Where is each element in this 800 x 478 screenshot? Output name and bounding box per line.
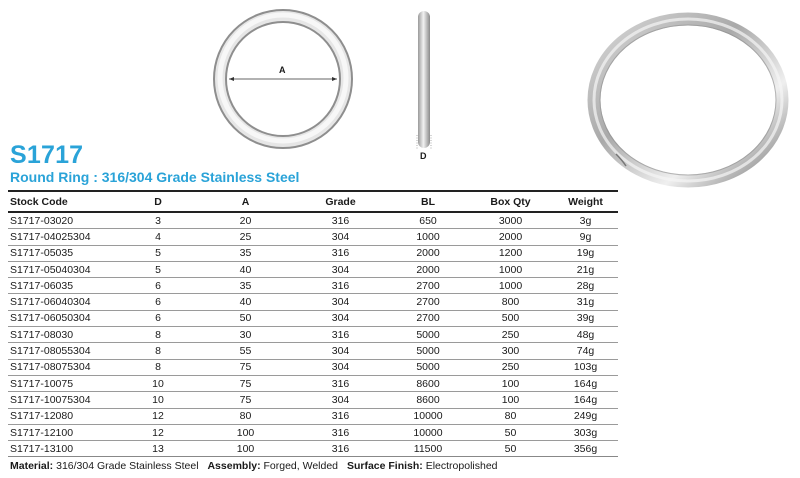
- ring-photo-icon: [586, 12, 790, 192]
- table-row: [8, 359, 618, 375]
- cell-box-qty: 800: [468, 294, 553, 310]
- table-row: [8, 327, 618, 343]
- material-value: 316/304 Grade Stainless Steel: [53, 460, 199, 472]
- cell-a: 75: [198, 392, 293, 408]
- cell-weight: 74g: [553, 343, 618, 359]
- cell-d: 5: [118, 245, 198, 261]
- table-row: [8, 278, 618, 294]
- cell-a: 40: [198, 261, 293, 277]
- product-subtitle: Round Ring : 316/304 Grade Stainless Steel: [10, 169, 300, 185]
- table-row: [8, 441, 618, 457]
- cell-weight: 19g: [553, 245, 618, 261]
- cell-d: 8: [118, 343, 198, 359]
- cell-stock-code: S1717-05040304: [8, 261, 118, 277]
- cell-grade: 304: [293, 310, 388, 326]
- assembly-value: Forged, Welded: [260, 460, 339, 472]
- cell-d: 12: [118, 424, 198, 440]
- product-code-title: S1717: [10, 141, 84, 169]
- cell-a: 35: [198, 278, 293, 294]
- cell-bl: 8600: [388, 392, 468, 408]
- cell-box-qty: 500: [468, 310, 553, 326]
- cell-d: 13: [118, 441, 198, 457]
- cell-d: 4: [118, 229, 198, 245]
- cell-box-qty: 100: [468, 392, 553, 408]
- cell-d: 6: [118, 278, 198, 294]
- cell-stock-code: S1717-04025304: [8, 229, 118, 245]
- cell-weight: 21g: [553, 261, 618, 277]
- column-header-box-qty: Box Qty: [490, 195, 531, 208]
- cell-bl: 5000: [388, 359, 468, 375]
- product-photo: [586, 12, 790, 192]
- cell-a: 80: [198, 408, 293, 424]
- table-row: [8, 245, 618, 261]
- cell-stock-code: S1717-03020: [8, 212, 118, 229]
- cell-bl: 2700: [388, 310, 468, 326]
- cell-weight: 103g: [553, 359, 618, 375]
- column-header-bl: BL: [421, 195, 435, 208]
- cell-a: 100: [198, 441, 293, 457]
- cell-grade: 316: [293, 375, 388, 391]
- surface-finish-spec: [347, 460, 498, 472]
- surface-finish-label: Surface Finish:: [346, 460, 423, 472]
- cell-stock-code: S1717-08075304: [8, 359, 118, 375]
- cell-box-qty: 50: [468, 441, 553, 457]
- cell-stock-code: S1717-10075: [8, 375, 118, 391]
- cell-a: 40: [198, 294, 293, 310]
- ring-side-diagram: [414, 10, 434, 162]
- table-header-row: [8, 191, 618, 212]
- cell-bl: 1000: [388, 229, 468, 245]
- ring-front-diagram: [212, 8, 354, 150]
- column-header-grade: Grade: [325, 195, 356, 208]
- table-row: [8, 408, 618, 424]
- column-header-weight: Weight: [568, 195, 603, 208]
- table-row: [8, 392, 618, 408]
- cell-a: 75: [198, 375, 293, 391]
- cell-box-qty: 3000: [468, 212, 553, 229]
- cell-weight: 249g: [553, 408, 618, 424]
- cell-a: 55: [198, 343, 293, 359]
- cell-weight: 303g: [553, 424, 618, 440]
- cell-stock-code: S1717-06035: [8, 278, 118, 294]
- cell-grade: 316: [293, 278, 388, 294]
- column-header-a: A: [241, 195, 250, 208]
- cell-weight: 28g: [553, 278, 618, 294]
- cell-stock-code: S1717-12100: [8, 424, 118, 440]
- assembly-spec: [207, 460, 338, 472]
- cell-box-qty: 50: [468, 424, 553, 440]
- cell-box-qty: 250: [468, 359, 553, 375]
- cell-bl: 10000: [388, 408, 468, 424]
- cell-a: 50: [198, 310, 293, 326]
- cell-stock-code: S1717-10075304: [8, 392, 118, 408]
- dimension-d-label: D: [420, 151, 427, 161]
- cell-d: 5: [118, 261, 198, 277]
- table-row: [8, 294, 618, 310]
- cell-bl: 2000: [388, 261, 468, 277]
- cell-d: 12: [118, 408, 198, 424]
- cell-grade: 304: [293, 359, 388, 375]
- material-spec: [10, 460, 199, 472]
- cell-grade: 316: [293, 408, 388, 424]
- cell-box-qty: 2000: [468, 229, 553, 245]
- cell-box-qty: 1000: [468, 278, 553, 294]
- cell-a: 35: [198, 245, 293, 261]
- cell-bl: 650: [388, 212, 468, 229]
- cell-bl: 5000: [388, 327, 468, 343]
- cell-weight: 48g: [553, 327, 618, 343]
- table-row: [8, 424, 618, 440]
- cell-box-qty: 300: [468, 343, 553, 359]
- cell-a: 25: [198, 229, 293, 245]
- ring-front-icon: [212, 8, 354, 150]
- cell-grade: 316: [293, 212, 388, 229]
- cell-a: 75: [198, 359, 293, 375]
- surface-finish-value: Electropolished: [422, 460, 498, 472]
- cell-weight: 164g: [553, 392, 618, 408]
- cell-d: 8: [118, 359, 198, 375]
- cell-grade: 304: [293, 261, 388, 277]
- cell-stock-code: S1717-08055304: [8, 343, 118, 359]
- cell-bl: 8600: [388, 375, 468, 391]
- cell-d: 6: [118, 310, 198, 326]
- cell-stock-code: S1717-05035: [8, 245, 118, 261]
- column-header-stock-code: Stock Code: [10, 195, 68, 208]
- cell-a: 100: [198, 424, 293, 440]
- cell-box-qty: 1000: [468, 261, 553, 277]
- table-row: [8, 310, 618, 326]
- cell-weight: 3g: [553, 212, 618, 229]
- cell-grade: 316: [293, 424, 388, 440]
- cell-stock-code: S1717-06050304: [8, 310, 118, 326]
- cell-grade: 316: [293, 441, 388, 457]
- table-row: [8, 343, 618, 359]
- spec-table: [8, 190, 618, 457]
- cell-stock-code: S1717-06040304: [8, 294, 118, 310]
- cell-stock-code: S1717-08030: [8, 327, 118, 343]
- cell-d: 3: [118, 212, 198, 229]
- ring-side-icon: [414, 10, 434, 150]
- cell-box-qty: 80: [468, 408, 553, 424]
- cell-bl: 2700: [388, 278, 468, 294]
- cell-a: 30: [198, 327, 293, 343]
- table-row: [8, 375, 618, 391]
- cell-weight: 39g: [553, 310, 618, 326]
- cell-grade: 304: [293, 343, 388, 359]
- cell-d: 8: [118, 327, 198, 343]
- cell-grade: 304: [293, 392, 388, 408]
- cell-bl: 5000: [388, 343, 468, 359]
- table-row: [8, 261, 618, 277]
- cell-weight: 356g: [553, 441, 618, 457]
- column-header-d: D: [154, 195, 162, 208]
- cell-grade: 316: [293, 327, 388, 343]
- cell-weight: 164g: [553, 375, 618, 391]
- cell-box-qty: 100: [468, 375, 553, 391]
- cell-grade: 316: [293, 245, 388, 261]
- assembly-label: Assembly:: [207, 460, 261, 472]
- table-row: [8, 212, 618, 229]
- cell-stock-code: S1717-12080: [8, 408, 118, 424]
- cell-a: 20: [198, 212, 293, 229]
- cell-d: 6: [118, 294, 198, 310]
- cell-bl: 2000: [388, 245, 468, 261]
- material-label: Material:: [10, 460, 54, 472]
- cell-bl: 10000: [388, 424, 468, 440]
- cell-grade: 304: [293, 229, 388, 245]
- cell-grade: 304: [293, 294, 388, 310]
- cell-weight: 9g: [553, 229, 618, 245]
- cell-d: 10: [118, 392, 198, 408]
- cell-stock-code: S1717-13100: [8, 441, 118, 457]
- cell-bl: 11500: [388, 441, 468, 457]
- cell-weight: 31g: [553, 294, 618, 310]
- cell-d: 10: [118, 375, 198, 391]
- spec-footer: [10, 460, 504, 472]
- cell-box-qty: 250: [468, 327, 553, 343]
- table-row: [8, 229, 618, 245]
- cell-bl: 2700: [388, 294, 468, 310]
- dimension-a-label: A: [279, 65, 286, 75]
- cell-box-qty: 1200: [468, 245, 553, 261]
